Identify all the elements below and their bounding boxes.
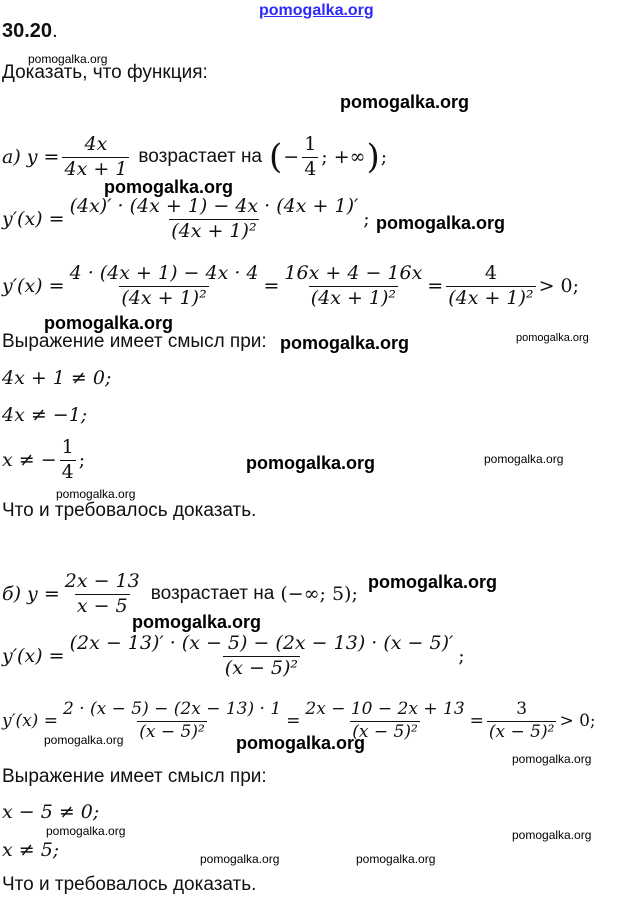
fraction: $\frac{(2x - 13)' \cdot (x - 5) - (2x - 13) \cdot (x - 5)'}{\text{(x − 5)²}}$ bbox=[69, 632, 454, 679]
part-a-qed: Что и требовалось доказать. bbox=[2, 500, 257, 521]
part-b-meaning: Выражение имеет смысл при: bbox=[2, 766, 267, 787]
fraction: $\frac{1}{4}$ bbox=[304, 133, 317, 180]
watermark: pomogalka.org bbox=[280, 333, 410, 353]
fraction: $\frac{16x + 4 - 16x}{\text{(4x + 1)²}}$ bbox=[284, 262, 423, 309]
part-b-condition-1: x − 5 ≠ 0; bbox=[2, 801, 100, 823]
part-b-statement: б) y = $\frac{2x - 13}{x - 5}$ возрастает на (−∞; 5); bbox=[2, 570, 358, 617]
part-b-derivative-2: y′(x) = $\frac{2 \cdot (x - 5) - (2x - 13) \cdot 1}{\text{(x − 5)²}}$ = $\frac{2x - 10 - 2x + 13}{\text{(x − 5)²}}$ = $\frac{3}{\text{(x − 5)²}}$ > 0; bbox=[2, 699, 596, 742]
problem-number: 30.20. bbox=[2, 20, 58, 42]
part-a-condition-2: 4x ≠ −1; bbox=[2, 404, 88, 426]
watermark: pomogalka.org bbox=[512, 752, 592, 766]
watermark: pomogalka.org bbox=[236, 733, 366, 753]
watermark: pomogalka.org bbox=[516, 332, 589, 344]
watermark: pomogalka.org bbox=[44, 313, 174, 333]
fraction: $\frac{2 \cdot (x - 5) - (2x - 13) \cdot 1}{\text{(x − 5)²}}$ bbox=[62, 699, 282, 742]
part-a-derivative-1: y′(x) = $\frac{(4x)' \cdot (4x + 1) - 4x \cdot (4x + 1)'}{\text{(4x + 1)²}}$ ; bbox=[2, 195, 370, 242]
part-a-statement: а) y = $\frac{4x}{4x + 1}$ возрастает на ( − $\frac{1}{4}$ ; +∞ ) ; bbox=[2, 133, 388, 180]
fraction: $\frac{3}{\text{(x − 5)²}}$ bbox=[488, 699, 555, 742]
fraction: $\frac{4}{\text{(4x + 1)²}}$ bbox=[448, 262, 534, 309]
watermark: pomogalka.org bbox=[512, 828, 592, 842]
part-a-meaning: Выражение имеет смысл при: bbox=[2, 331, 267, 352]
part-b-qed: Что и требовалось доказать. bbox=[2, 874, 257, 895]
part-b-derivative-1: y′(x) = $\frac{(2x - 13)' \cdot (x - 5) - (2x - 13) \cdot (x - 5)'}{\text{(x − 5)²}}$ ; bbox=[2, 632, 465, 679]
part-a-derivative-2: y′(x) = $\frac{4 \cdot (4x + 1) - 4x \cdot 4}{\text{(4x + 1)²}}$ = $\frac{16x + 4 - 16x}{\text{(4x + 1)²}}$ = $\frac{4}{\text{(4x + 1)²}}$ > 0; bbox=[2, 262, 580, 309]
part-b-condition-2: x ≠ 5; bbox=[2, 839, 60, 861]
fraction: $\frac{(4x)' \cdot (4x + 1) - 4x \cdot (4x + 1)'}{\text{(4x + 1)²}}$ bbox=[69, 195, 359, 242]
watermark-top[interactable]: pomogalka.org bbox=[259, 2, 374, 19]
watermark: pomogalka.org bbox=[46, 824, 126, 838]
fraction: $\frac{2x - 13}{x - 5}$ bbox=[64, 570, 140, 617]
watermark: pomogalka.org bbox=[376, 213, 506, 233]
part-a-condition-3: x ≠ − $\frac{1}{4}$ ; bbox=[2, 436, 86, 483]
watermark: pomogalka.org bbox=[28, 52, 108, 66]
watermark: pomogalka.org bbox=[56, 487, 136, 501]
watermark: pomogalka.org bbox=[484, 452, 564, 466]
part-a-condition-1: 4x + 1 ≠ 0; bbox=[2, 367, 112, 389]
fraction: $\frac{4x}{4x + 1}$ bbox=[64, 133, 128, 180]
watermark: pomogalka.org bbox=[368, 572, 498, 592]
watermark: pomogalka.org bbox=[356, 852, 436, 866]
watermark: pomogalka.org bbox=[200, 852, 280, 866]
watermark: pomogalka.org bbox=[104, 177, 234, 197]
fraction: $\frac{2x - 10 - 2x + 13}{\text{(x − 5)²}}$ bbox=[305, 699, 465, 742]
watermark: pomogalka.org bbox=[44, 733, 124, 747]
fraction: $\frac{1}{4}$ bbox=[61, 436, 74, 483]
watermark: pomogalka.org bbox=[340, 92, 470, 112]
problem-intro: Доказать, что функция: bbox=[2, 62, 208, 83]
watermark: pomogalka.org bbox=[132, 612, 262, 632]
fraction: $\frac{4 \cdot (4x + 1) - 4x \cdot 4}{\text{(4x + 1)²}}$ bbox=[69, 262, 259, 309]
watermark: pomogalka.org bbox=[246, 453, 376, 473]
